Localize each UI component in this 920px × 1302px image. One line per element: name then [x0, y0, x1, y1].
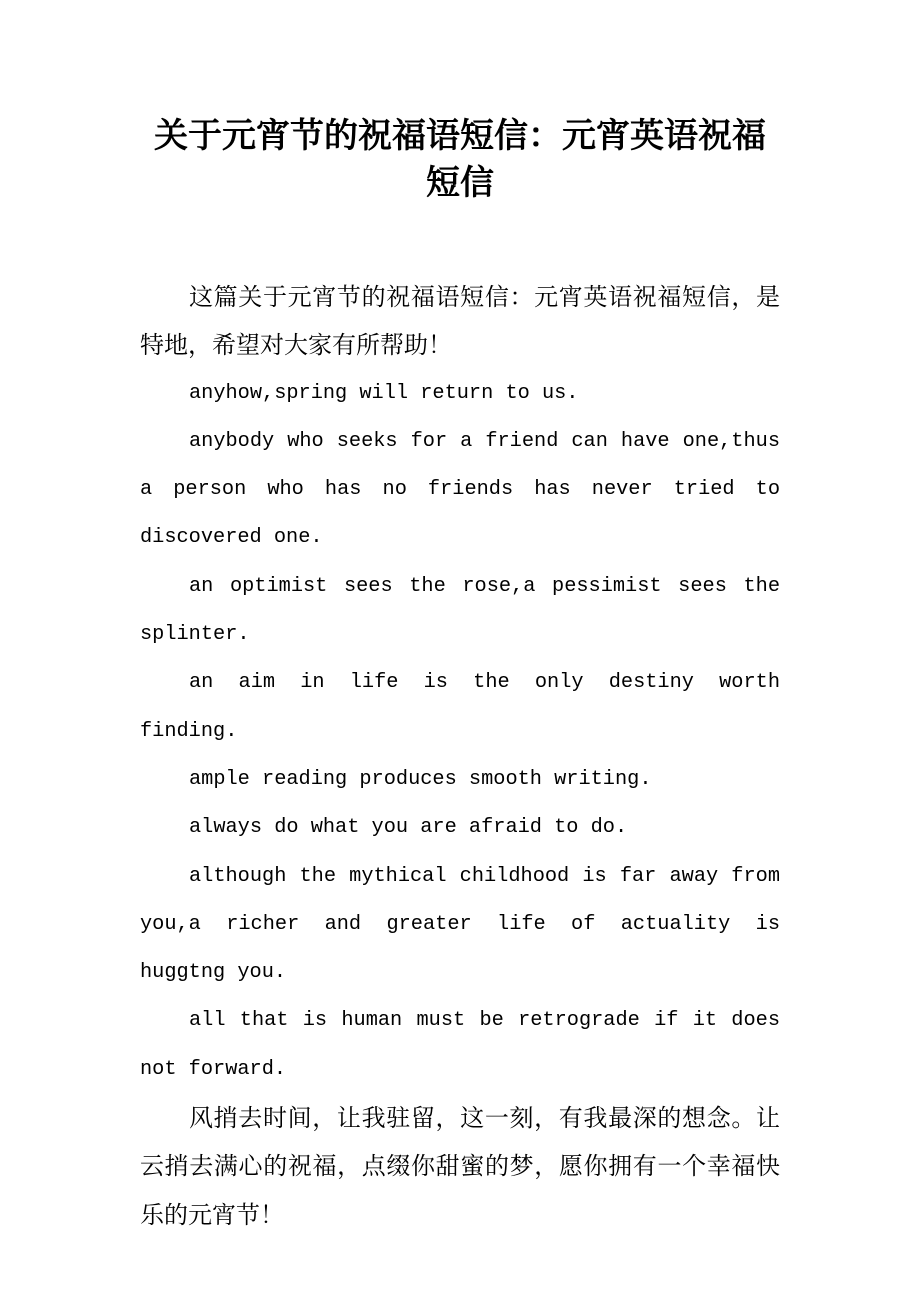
intro-paragraph: 这篇关于元宵节的祝福语短信：元宵英语祝福短信，是特地，希望对大家有所帮助！	[140, 283, 780, 360]
document-body	[140, 273, 780, 1239]
quote-paragraph: always do what you are afraid to do.	[189, 816, 628, 840]
quote-paragraph: an aim in life is the only destiny worth finding.	[140, 671, 780, 743]
quote-paragraph: anybody who seeks for a friend can have one,thus a person who has no friends has never tried to discovered one.	[140, 429, 780, 550]
document-title: 关于元宵节的祝福语短信：元宵英语祝福短信	[154, 116, 766, 203]
quote-paragraph: ample reading produces smooth writing.	[189, 767, 652, 791]
quote-paragraph: anyhow,spring will return to us.	[189, 381, 579, 405]
quote-paragraph: although the mythical childhood is far away from you,a richer and greater life of actuality is huggtng you.	[140, 864, 780, 985]
closing-paragraph: 风捎去时间，让我驻留，这一刻，有我最深的想念。让云捎去满心的祝福，点缀你甜蜜的梦，愿你拥有一个幸福快乐的元宵节！	[140, 1104, 780, 1229]
quote-paragraph: all that is human must be retrograde if it does not forward.	[140, 1009, 780, 1081]
quote-paragraph: an optimist sees the rose,a pessimist sees the splinter.	[140, 574, 780, 647]
